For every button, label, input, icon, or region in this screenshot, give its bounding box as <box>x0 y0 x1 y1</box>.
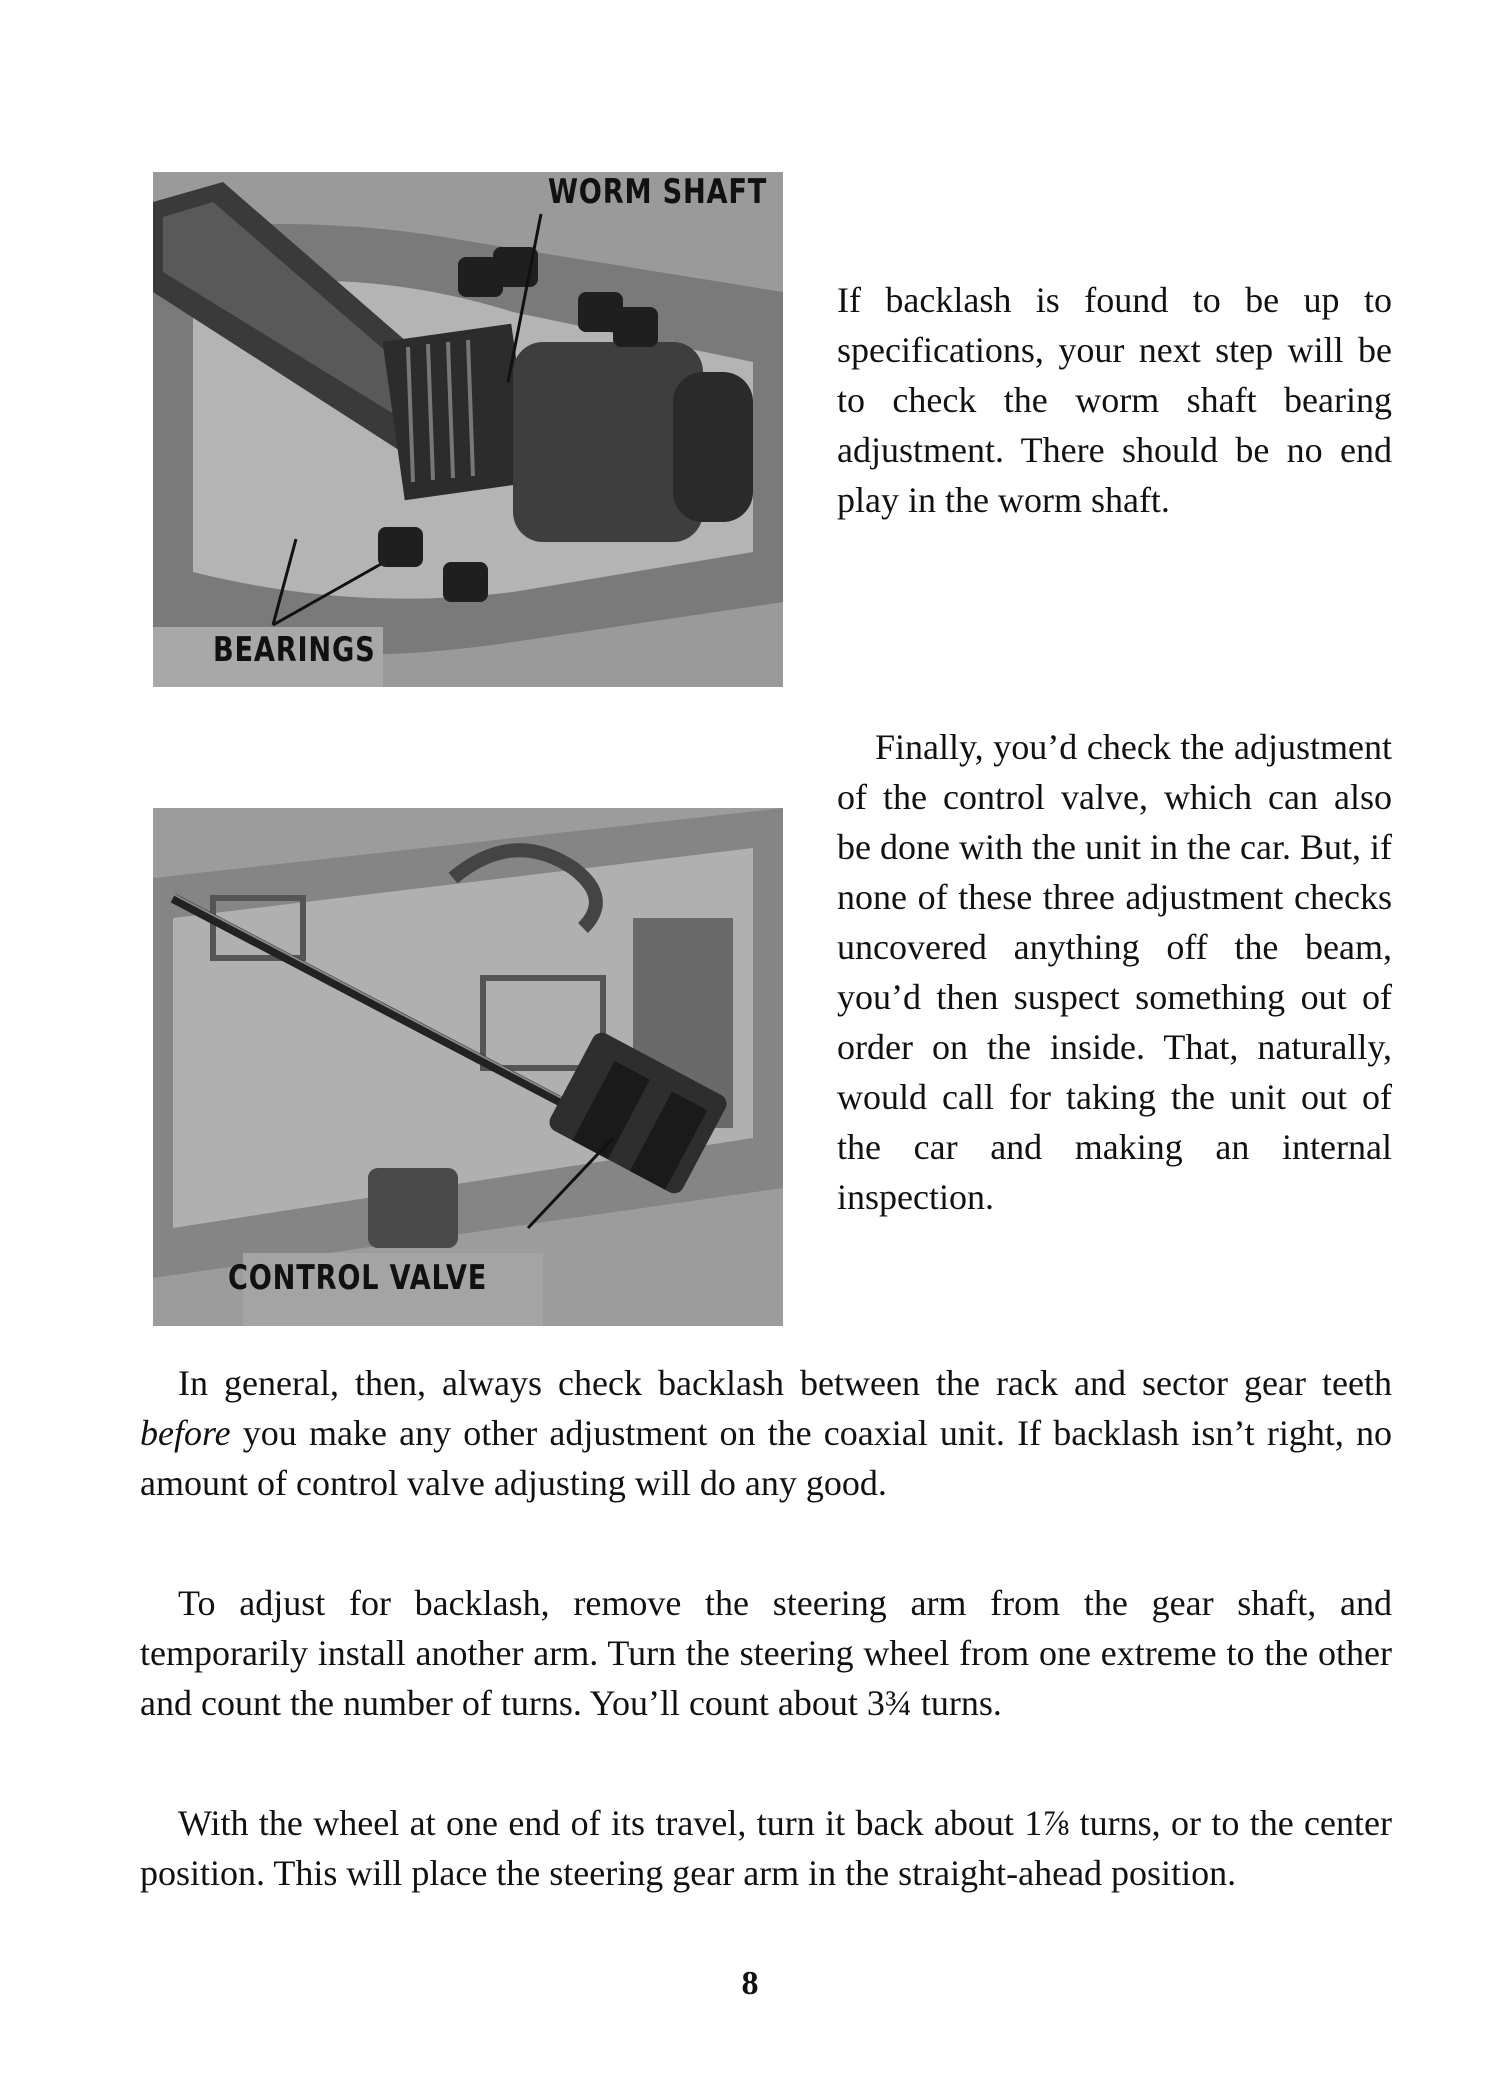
page-number: 8 <box>741 1965 759 2002</box>
bearings-label: BEARINGS <box>213 630 376 670</box>
text-run: turns. <box>911 1683 1002 1723</box>
text-run: In general, then, always check backlash between the rack and sector gear teeth <box>178 1363 1392 1403</box>
text-run: To adjust for backlash, remove the steering arm from the gear shaft, and temporarily install another arm. Turn the steering wheel from one extreme to the other and count the number of turns. You’ll count about <box>140 1583 1392 1723</box>
paragraph-worm-shaft <box>837 275 1392 525</box>
paragraph-body <box>140 1798 1392 1898</box>
text-run: you make any other adjustment on the coaxial unit. If backlash isn’t right, no amount of control valve adjusting will do any good. <box>140 1413 1392 1503</box>
text-run: With the wheel at one end of its travel, turn it back about <box>178 1803 1025 1843</box>
paragraph-control-valve <box>837 722 1392 1222</box>
paragraph-general <box>140 1358 1392 1508</box>
paragraph-body <box>140 1578 1392 1728</box>
paragraph-body <box>140 1358 1392 1508</box>
fraction-turns: 1⅞ <box>1024 1803 1070 1843</box>
control-valve-label: CONTROL VALVE <box>228 1258 488 1298</box>
control-valve-photo <box>153 808 783 1326</box>
worm-shaft-illustration <box>153 172 783 687</box>
paragraph-text: Finally, you’d check the adjustment of the control valve, which can also be done with the unit in the car. But, if none of these three adjustment checks uncovered anything off the beam, you’d then suspect something out of order on the inside. That, naturally, would call for taking the unit out of the car and making an internal inspection. <box>837 727 1392 1217</box>
paragraph-adjust-backlash <box>140 1578 1392 1728</box>
paragraph-center-position <box>140 1798 1392 1898</box>
text-run: turns, or to the center position. This will place the steering gear arm in the straight-ahead position. <box>140 1803 1392 1893</box>
fraction-turns: 3¾ <box>866 1683 912 1723</box>
emphasis-before: before <box>140 1413 231 1453</box>
worm-shaft-photo <box>153 172 783 687</box>
control-valve-illustration <box>153 808 783 1326</box>
worm-shaft-label: WORM SHAFT <box>548 172 768 212</box>
paragraph-text: If backlash is found to be up to specifications, your next step will be to check the worm shaft bearing adjustment. There should be no end play in the worm shaft. <box>837 280 1392 520</box>
